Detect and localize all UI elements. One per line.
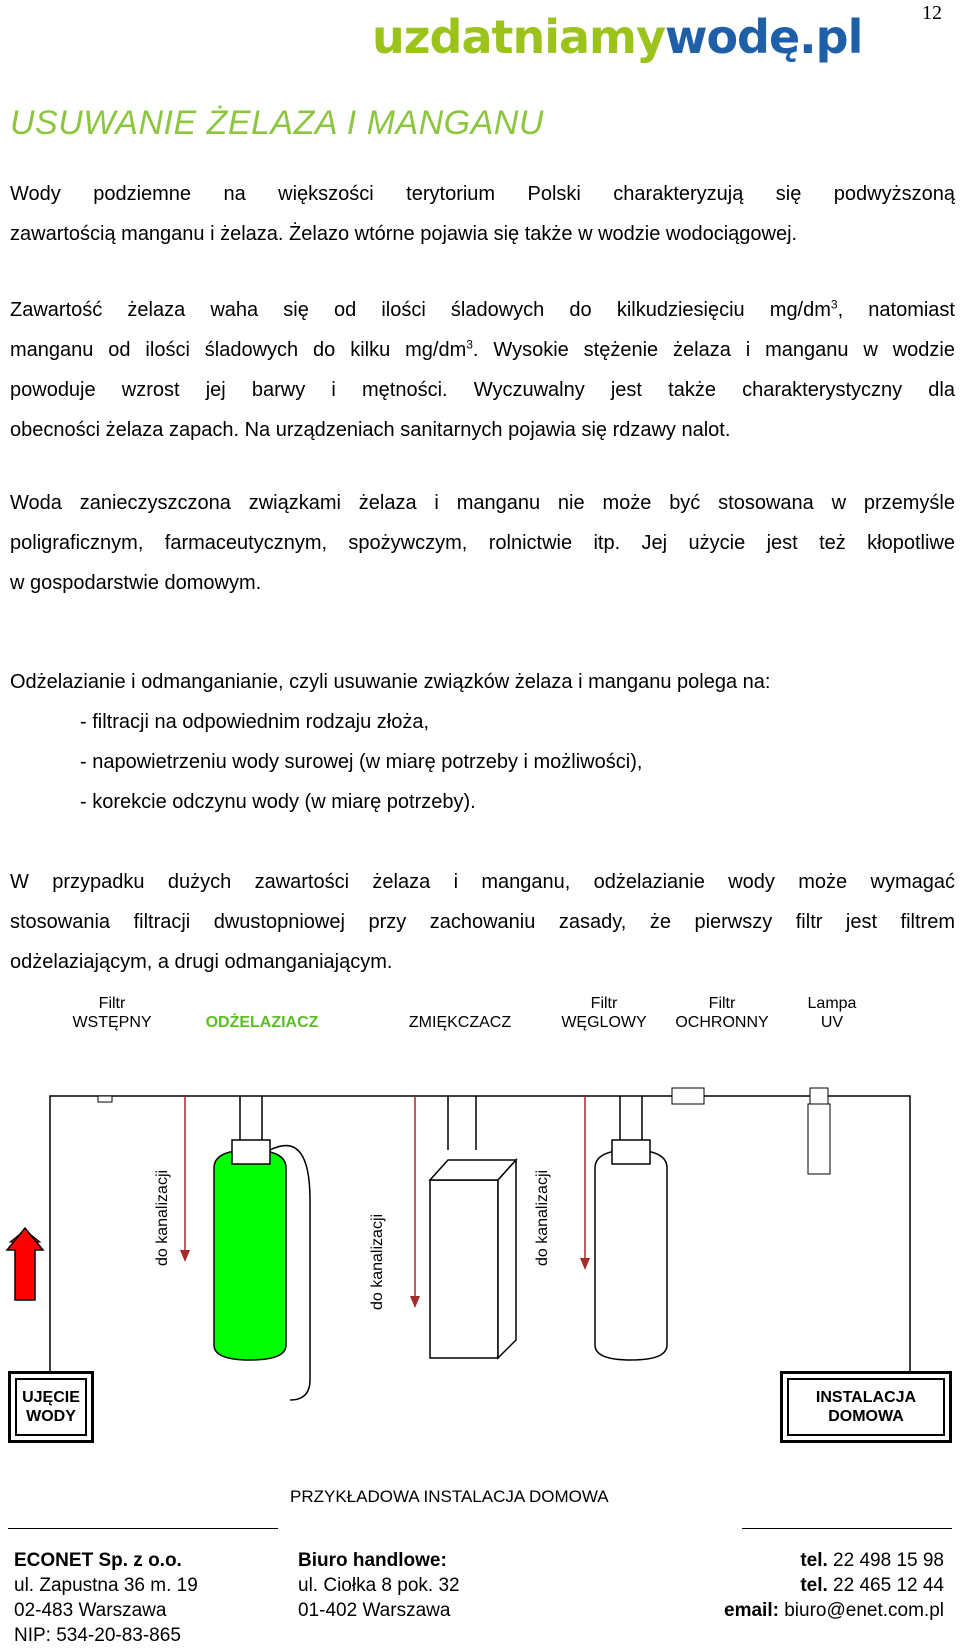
uv-lamp-body xyxy=(808,1104,830,1174)
paragraph-line: w gospodarstwie domowym. xyxy=(10,572,262,594)
paragraph-line: Woda zanieczyszczona związkami żelaza i manganu nie może być stosowana w przemyśle xyxy=(10,492,955,514)
phone-number: 22 465 12 44 xyxy=(827,1575,944,1596)
drain-label: do kanalizacji xyxy=(369,1213,386,1310)
paragraph-line: stosowania filtracji dwustopniowej przy zachowaniu zasady, że pierwszy filtr jest filtrem xyxy=(10,911,955,933)
red-arrow-icon xyxy=(7,1228,43,1300)
company-street: ul. Zapustna 36 m. 19 xyxy=(14,1575,198,1596)
label-filtr-wstepny xyxy=(42,994,182,1032)
diagram-caption: PRZYKŁADOWA INSTALACJA DOMOWA xyxy=(290,1487,609,1506)
label-line: WSTĘPNY xyxy=(72,1014,152,1031)
page-number: 12 xyxy=(922,2,942,24)
home-installation-label xyxy=(787,1378,945,1436)
drain-label: do kanalizacji xyxy=(154,1169,171,1266)
paragraph-line: Odżelazianie i odmanganianie, czyli usuwanie związków żelaza i manganu polega na: xyxy=(10,671,771,693)
softener-side xyxy=(498,1160,516,1358)
phone-2[interactable] xyxy=(724,1573,944,1598)
phone-number: 22 498 15 98 xyxy=(827,1550,944,1571)
list-item: - filtracji na odpowiednim rodzaju złoża, xyxy=(80,711,430,733)
label-line: Lampa xyxy=(807,995,857,1012)
paragraph-1 xyxy=(10,174,955,254)
company-name: ECONET Sp. z o.o. xyxy=(14,1550,182,1571)
softener-tank xyxy=(430,1180,498,1358)
label-line: Filtr xyxy=(98,995,126,1012)
paragraph-5 xyxy=(10,862,955,982)
phone-1[interactable] xyxy=(724,1548,944,1573)
drain-label: do kanalizacji xyxy=(534,1169,551,1266)
site-logo[interactable] xyxy=(372,10,862,64)
office-title: Biuro handlowe: xyxy=(298,1550,447,1571)
label-lampa-uv xyxy=(762,994,902,1032)
office-city: 01-402 Warszawa xyxy=(298,1600,451,1621)
superscript: 3 xyxy=(466,337,473,352)
phone-label: tel. xyxy=(800,1575,828,1596)
text-run: . Wysokie stężenie żelaza i manganu w wodzie xyxy=(472,339,955,361)
water-intake-label xyxy=(15,1378,87,1436)
office-street: ul. Ciołka 8 pok. 32 xyxy=(298,1575,460,1596)
home-installation-box xyxy=(780,1371,952,1443)
list-item: - korekcie odczynu wody (w miarę potrzeby). xyxy=(80,791,476,813)
carbon-filter-tank xyxy=(595,1150,667,1360)
footer-rule-left xyxy=(8,1528,278,1529)
footer-office xyxy=(298,1548,460,1623)
paragraph-line: Wody podziemne na większości terytorium Polski charakteryzują się podwyższoną xyxy=(10,183,955,205)
paragraph-line: poligraficznym, farmaceutycznym, spożywczym, rolnictwie itp. Jej użycie jest też kłopotliwe xyxy=(10,532,955,554)
paragraph-line: obecności żelaza zapach. Na urządzeniach sanitarnych pojawia się rdzawy nalot. xyxy=(10,419,731,441)
footer-company xyxy=(14,1548,198,1648)
text-run: Zawartość żelaza waha się od ilości śladowych do kilkudziesięciu mg/dm xyxy=(10,299,831,321)
company-city: 02-483 Warszawa xyxy=(14,1600,167,1621)
label-line: UJĘCIE xyxy=(22,1389,80,1406)
protective-filter-housing xyxy=(672,1088,704,1104)
label-line: Filtr xyxy=(590,995,618,1012)
company-nip: NIP: 534-20-83-865 xyxy=(14,1625,181,1646)
list-item: - napowietrzeniu wody surowej (w miarę potrzeby i możliwości), xyxy=(80,751,643,773)
label-line: UV xyxy=(820,1014,844,1031)
paragraph-line: zawartością manganu i żelaza. Żelazo wtórne pojawia się także w wodzie wodociągowej. xyxy=(10,223,798,245)
drain-arrow-icon xyxy=(410,1296,420,1308)
paragraph-3 xyxy=(10,483,955,603)
paragraph-line: odżelaziającym, a drugi odmanganiającym. xyxy=(10,951,393,973)
label-line: WODY xyxy=(26,1408,76,1425)
carbon-valve-head xyxy=(612,1140,650,1164)
paragraph-4 xyxy=(10,662,955,702)
footer-rule-right xyxy=(742,1528,952,1529)
prefilter-connector xyxy=(98,1096,112,1102)
drain-arrow-icon xyxy=(580,1258,590,1270)
footer-contact xyxy=(724,1548,944,1623)
text-run: manganu od ilości śladowych do kilku mg/dm xyxy=(10,339,467,361)
email[interactable] xyxy=(724,1598,944,1623)
label-line: DOMOWA xyxy=(828,1408,904,1425)
text-run: , natomiast xyxy=(837,299,955,321)
page-title: USUWANIE ŻELAZA I MANGANU xyxy=(10,104,544,142)
email-label: email: xyxy=(724,1600,779,1621)
label-odzelaziacz: ODŻELAZIACZ xyxy=(205,1014,319,1031)
label-zmiekczacz: ZMIĘKCZACZ xyxy=(408,1014,512,1031)
label-line: INSTALACJA xyxy=(815,1389,917,1406)
phone-label: tel. xyxy=(800,1550,828,1571)
water-intake-box xyxy=(8,1371,94,1443)
label-line: Filtr xyxy=(708,995,736,1012)
paragraph-2 xyxy=(10,290,955,450)
paragraph-line: W przypadku dużych zawartości żelaza i manganu, odżelazianie wody może wymagać xyxy=(10,871,955,893)
label-line: WĘGLOWY xyxy=(561,1014,647,1031)
paragraph-line xyxy=(10,330,955,370)
email-address: biuro@enet.com.pl xyxy=(778,1600,944,1621)
superscript: 3 xyxy=(830,297,838,312)
logo-part-1: uzdatniamy xyxy=(372,10,665,64)
label-line: OCHRONNY xyxy=(675,1014,769,1031)
tank-valve-head xyxy=(232,1140,270,1164)
paragraph-line: powoduje wzrost jej barwy i mętności. Wyczuwalny jest także charakterystyczny dla xyxy=(10,379,955,401)
method-list xyxy=(80,702,642,822)
paragraph-line xyxy=(10,290,955,330)
logo-part-2: wodę.pl xyxy=(664,10,863,64)
uv-lamp-connector xyxy=(810,1088,828,1104)
iron-removal-tank xyxy=(214,1150,286,1360)
drain-arrow-icon xyxy=(180,1250,190,1262)
